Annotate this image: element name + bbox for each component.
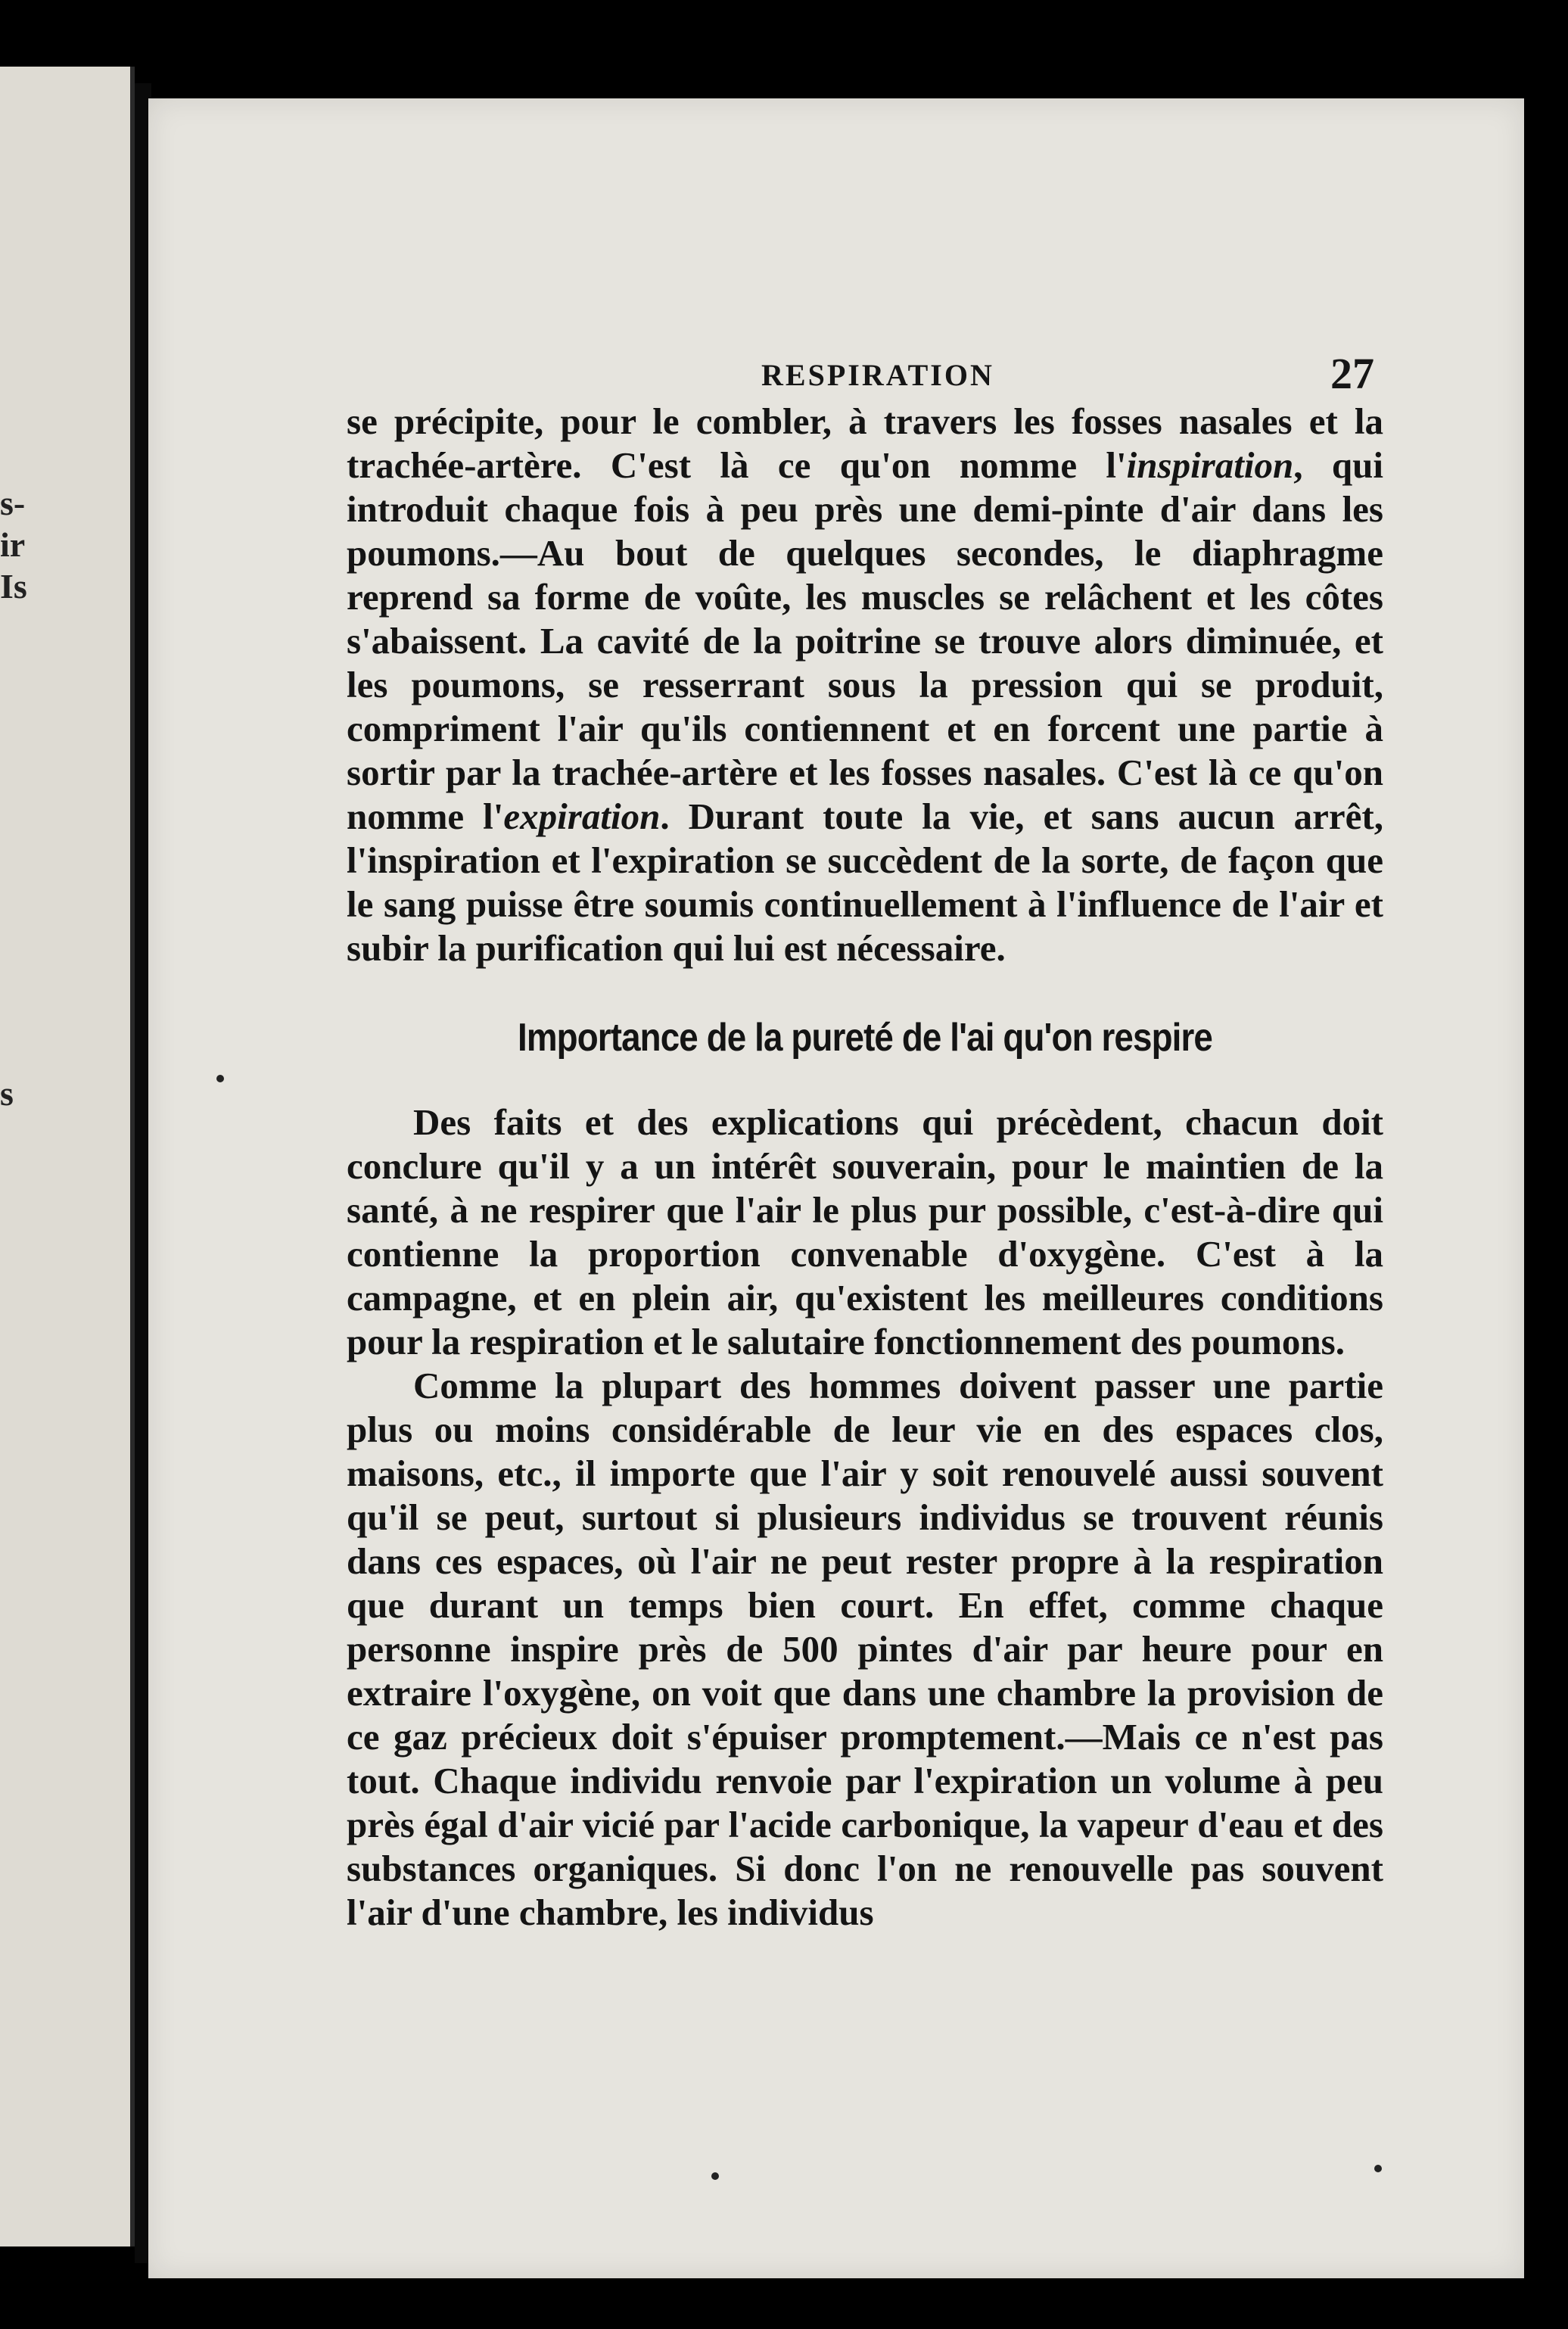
margin-fragment: s (0, 1074, 14, 1113)
speck (216, 1075, 224, 1082)
body-text (347, 400, 1383, 1935)
book-page (148, 98, 1524, 2278)
text-run: . Durant toute la vie, et sans aucun arrêt, l'inspiration et l'expiration se succèdent de la sorte, de façon que le sang puisse être soumis continuellement à l'influence de l'air et subir la purification qui lui est nécessaire. (347, 796, 1383, 969)
running-head: RESPIRATION (761, 358, 994, 392)
margin-fragment: ir (0, 525, 26, 564)
page-number: 27 (1330, 349, 1374, 398)
italic-term: inspiration (1126, 444, 1294, 486)
paragraph (347, 400, 1383, 970)
text-run: se précipite, pour le combler, à travers les fosses nasales et la trachée-artère. C'est là ce qu'on nomme l' (347, 400, 1383, 486)
page-header (368, 348, 1374, 401)
paragraph: Des faits et des explications qui précèdent, chacun doit conclure qu'il y a un intérêt souverain, pour le maintien de la santé, à ne respirer que l'air le plus pur possible, c'est-à-dire qui contienne la proportion convenable d'oxygène. C'est à la campagne, et en plein air, qu'existent les meilleures conditions pour la respiration et le salutaire fonctionnement des poumons. (347, 1101, 1383, 1362)
text-run: , qui introduit chaque fois à peu près une demi-pinte d'air dans les poumons.—Au bout de quelques secondes, le diaphragme reprend sa forme de voûte, les muscles se relâchent et les côtes s'abaissent. La cavité de la poitrine se trouve alors diminuée, et les poumons, se resserrant sous la pression qui se produit, compriment l'air qu'ils contiennent et en forcent une partie à sortir par la trachée-artère et les fosses nasales. C'est là ce qu'on nomme l' (347, 444, 1383, 837)
margin-fragment: Is (0, 567, 27, 606)
paragraph: Comme la plupart des hommes doivent passer une partie plus ou moins considérable de leur vie en des espaces clos, maisons, etc., il importe que l'air y soit renouvelé aussi souvent qu'il se peut, surtout si plusieurs individus se trouvent réunis dans ces espaces, où l'air ne peut rester propre à la respiration que durant un temps bien court. En effet, comme chaque personne inspire près de 500 pintes d'air par heure pour en extraire l'oxygène, on voit que dans une chambre la provision de ce gaz précieux doit s'épuiser promptement.—Mais ce n'est pas tout. Chaque individu renvoie par l'expiration un volume à peu près égal d'air vicié par l'acide carbonique, la vapeur d'eau et des substances organiques. Si donc l'on ne renouvelle pas souvent l'air d'une chambre, les individus (347, 1365, 1383, 1933)
previous-page-edge (0, 67, 135, 2246)
section-heading: Importance de la pureté de l'ai qu'on respire (518, 1016, 1212, 1060)
speck (711, 2172, 719, 2180)
margin-fragment: s- (0, 484, 26, 522)
speck (1374, 2165, 1382, 2172)
italic-term: expiration (503, 796, 661, 837)
